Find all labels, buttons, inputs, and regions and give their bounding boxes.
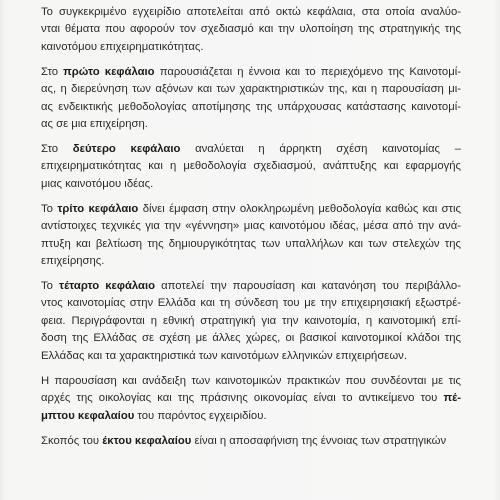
text-run: νται θέματα που αφορούν τον σχεδιασμό και την υλοποίηση της στρατηγικής της: [41, 23, 461, 36]
paragraph: [41, 278, 461, 365]
bold-chapter-reference: πρώτο κεφάλαιο: [63, 65, 155, 78]
text-line: [41, 236, 461, 253]
text-run: αρχές της οικολογίας και της πράσινης οικονομίας είναι το αντικείμενο του: [41, 392, 444, 405]
text-line: [41, 4, 461, 21]
text-run: ας, η διερεύνηση των αξόνων και των χαρακτηριστικών της, και η παρουσίαση μι-: [41, 83, 461, 96]
text-line: [41, 433, 461, 450]
text-run: πτυξη και βελτίωση της δημιουργικότητας των υπαλλήλων και των στελεχών της: [41, 237, 461, 250]
text-run: Ελλάδας και τα χαρακτηριστικά των καινοτόμων ελληνικών επιχειρήσεων.: [41, 349, 407, 362]
text-run: Στο: [41, 143, 73, 156]
text-line: [41, 295, 461, 312]
text-run: του παρόντος εγχειριδίου.: [134, 409, 267, 422]
bold-chapter-reference: τρίτο κεφάλαιο: [57, 202, 139, 215]
text-run: δοση της Ελλάδας σε σχέση με άλλες χώρες, οι βασικοί καινοτομικοί κλάδοι της: [41, 332, 461, 345]
text-run: μιας καινοτόμου ιδέας.: [41, 177, 154, 190]
bold-chapter-reference: δεύτερο κεφάλαιο: [72, 143, 181, 156]
text-line: [41, 390, 461, 407]
text-line: [41, 141, 461, 158]
text-run: παρουσιάζεται η έννοια και το περιεχόμενο της Καινοτομί-: [154, 65, 461, 78]
text-line: [41, 218, 461, 235]
text-run: Η παρουσίαση και ανάδειξη των καινοτομικών πρακτικών που συνδέονται με τις: [41, 374, 461, 387]
paragraph: [41, 141, 461, 193]
text-run: φεια. Περιγράφονται η εθνική στρατηγική για την καινοτομία, η καινοτομική επί-: [41, 314, 461, 327]
text-line: [41, 64, 461, 81]
text-line: [41, 201, 461, 218]
text-line: [41, 158, 461, 175]
paragraph: [41, 433, 461, 450]
text-run: Σκοπός του: [41, 434, 103, 447]
text-line: [41, 99, 461, 116]
document-body: [41, 4, 461, 458]
text-run: καινοτόμου επιχειρηματικότητας.: [41, 40, 204, 53]
text-run: δίνει έμφαση στην ολοκληρωμένη μεθοδολογία καθώς και στις: [138, 202, 461, 215]
text-line: [41, 176, 461, 193]
text-line: [41, 21, 461, 38]
paragraph: [41, 373, 461, 425]
text-run: ας ενδεικτικής μεθοδολογίας αποτίμησης της υπάρχουσας κατάστασης καινοτομί-: [41, 100, 461, 113]
text-line: [41, 373, 461, 390]
text-run: αποτελεί την παρουσίαση και κατανόηση του περιβάλλο-: [155, 280, 461, 293]
bold-chapter-reference: τέταρτο κεφάλαιο: [59, 280, 156, 293]
text-line: [41, 278, 461, 295]
bold-chapter-reference: πέ-: [443, 392, 461, 405]
text-run: Το συγκεκριμένο εγχειρίδιο αποτελείται από οκτώ κεφάλαια, στα οποία αναλύο-: [41, 6, 461, 18]
paragraph: [41, 64, 461, 134]
text-run: αντίστοιχες τεχνικές για την «γέννηση» μιας καινοτόμου ιδέας, μέσα από την ανά-: [41, 220, 461, 233]
paragraph: [41, 201, 461, 271]
text-run: επιχειρηματικότητας και η μεθοδολογία σχεδιασμού, ανάπτυξης και εφαρμογής: [41, 160, 461, 173]
text-run: Το: [41, 202, 58, 215]
bold-chapter-reference: μπτου κεφαλαίου: [41, 409, 135, 422]
text-line: [41, 348, 461, 365]
text-line: [41, 313, 461, 330]
text-run: Στο: [41, 65, 64, 78]
text-line: [41, 81, 461, 98]
text-run: επιχείρησης.: [41, 255, 105, 268]
text-run: ας σε μια επιχείρηση.: [41, 118, 148, 131]
text-run: είναι η αποσαφήνιση της έννοιας των στρατηγικών: [191, 434, 447, 447]
text-run: Το: [41, 280, 60, 293]
text-line: [41, 330, 461, 347]
text-run: αναλύεται η άρρηκτη σχέση καινοτομίας –: [180, 143, 461, 156]
text-line: [41, 116, 461, 133]
paragraph: [41, 4, 461, 56]
text-line: [41, 408, 461, 425]
bold-chapter-reference: έκτου κεφαλαίου: [102, 434, 192, 447]
text-line: [41, 253, 461, 270]
text-line: [41, 39, 461, 56]
text-run: ντος καινοτομίας στην Ελλάδα και τη σύνδεση του με την επιχειρησιακή εξωστρέ-: [41, 297, 461, 310]
